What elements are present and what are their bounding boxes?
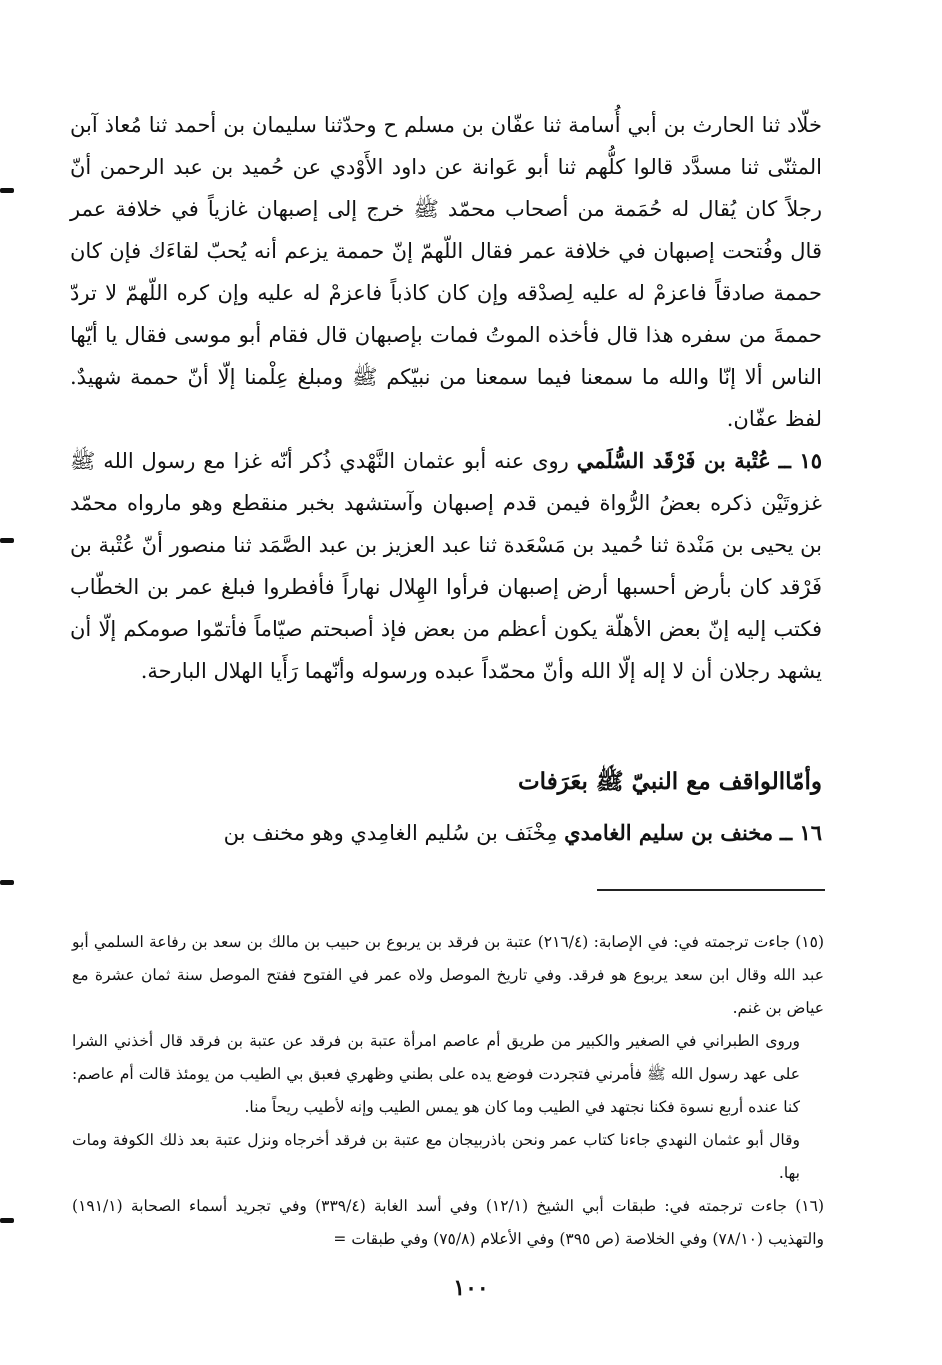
margin-mark <box>0 880 14 885</box>
footnote-separator <box>597 889 825 891</box>
entry-16 <box>70 812 822 854</box>
footnote-16: (١٦) جاءت ترجمته في: طبقات أبي الشيخ (١٢/١) وفي أسد الغابة (٣٣٩/٤) وفي تجريد أسماء الصحابة (١٩١/١) والتهذيب (٧٨/١٠) وفي الخلاصة (ص ٣٩٥) وفي الأعلام (٧٥/٨) وفي طبقات = <box>72 1197 825 1248</box>
entry-15-text: روى عنه أبو عثمان النَّهْدي ذُكر أنّه غزا مع رسول الله ﷺ غزوتَيْن ذكره بعضُ الرُّواة فيمن قدم إصبهان وآستشهد بخبر منقطع وهو مارواه محمّد بن يحيى بن مَنْدة ثنا حُميد بن مَسْعَدة ثنا عبد العزيز بن عبد الصَّمَد ثنا منصور أنّ عُتْبة بن فَرْقد كان بأرض أحسبها أرض إصبهان فرأوا الهِلال نهاراً فأفطروا فبلغ عمر بن الخطّاب فكتب إليه إنّ بعض الأهلّة يكون أعظم من بعض فإذ أصبحتم صيّاماً فأتمّوا صومكم إلّا أن يشهد رجلان أن لا إله إلّا الله وأنّ محمّداً عبده ورسوله وأنّهما رَأَيا الهلال البارحة. <box>70 449 822 683</box>
entry-16-text: مِخْنَف بن سُليم الغامِدي وهو مخنف بن <box>223 821 565 845</box>
entry-15-number: ١٥ ــ <box>778 448 822 473</box>
margin-mark <box>0 188 14 193</box>
entry-16-number: ١٦ ــ <box>779 820 822 845</box>
entry-15-name: عُتْبة بن فَرْقَد السُّلَمي <box>576 448 771 473</box>
margin-mark <box>0 538 14 543</box>
footnote-15-continuation: وروى الطبراني في الصغير والكبير من طريق أم عاصم امرأة عتبة بن فرقد عن عتبة بن فرقد قال أخذني الشرا على عهد رسول الله ﷺ فأمرني فتجردت فوضع يده على بطني وظهري فعبق بي الطيب من يومئذ قالت أم عاصم: كنا عنده أربع نسوة فكنا نجتهد في الطيب وما كان هو يمس الطيب وإنه لأطيب ريحاً منا. <box>72 1032 800 1116</box>
page-number: ١٠٠ <box>453 1275 489 1301</box>
footnote-15: (١٥) جاءت ترجمته في: في الإصابة: (٢١٦/٤) عتبة بن فرقد بن يربوع بن حبيب بن مالك بن سعد بن رفاعة السلمي أبو عبد الله وقال ابن سعد يربوع هو فرقد. وفي تاريخ الموصل ولاه عمر في الفتوح ففتح الموصل سنة ثمان عشرة مع عياض بن غنم. <box>72 933 824 1017</box>
section-heading: وأمّاالواقف مع النبيّ ﷺ بعَرَفات <box>518 768 822 795</box>
paragraph-hadith: خلّاد ثنا الحارث بن أبي أُسامة ثنا عفّان بن مسلم ح وحدّثنا سليمان بن أحمد ثنا مُعاذ آبن المثنّى ثنا مسدَّد قالوا كلُّهم ثنا أبو عَوانة عن داود الأَوْدي عن حُميد بن عبد الرحمن أنّ رجلاً كان يُقال له حُمَمة من أصحاب محمّد ﷺ خرج إلى إصبهان غازياً في خلافة عمر قال وفُتحت إصبهان في خلافة عمر فقال اللّهمّ إنّ حممة يزعم أنه يُحبّ لقاءَك فإن كان حممة صادقاً فاعزمْ له عليه لِصدْقه وإن كان كاذباً فاعزمْ له عليه وإن كره اللّهمّ لا تردّ حممةَ من سفره هذا قال فأخذه الموتُ فمات بإصبهان قال فقام أبو موسى فقال يا أيّها الناس ألا إنّا والله ما سمعنا فيما سمعنا من نبيّكم ﷺ ومبلغ عِلْمنا إلّا أنّ حممة شهيدٌ. لفظ عفّان. <box>70 113 822 431</box>
entry-16-name: مخنف بن سليم الغامدي <box>564 820 774 845</box>
margin-mark <box>0 1218 14 1223</box>
footnotes <box>72 926 824 1256</box>
main-body-text <box>70 104 822 692</box>
footnote-15-end: وقال أبو عثمان النهدي جاءنا كتاب عمر ونحن باذربيجان مع عتبة بن فرقد أخرجاه ونزل عتبة بعد ذلك الكوفة ومات بها. <box>72 1131 800 1182</box>
entry-15 <box>70 440 822 692</box>
